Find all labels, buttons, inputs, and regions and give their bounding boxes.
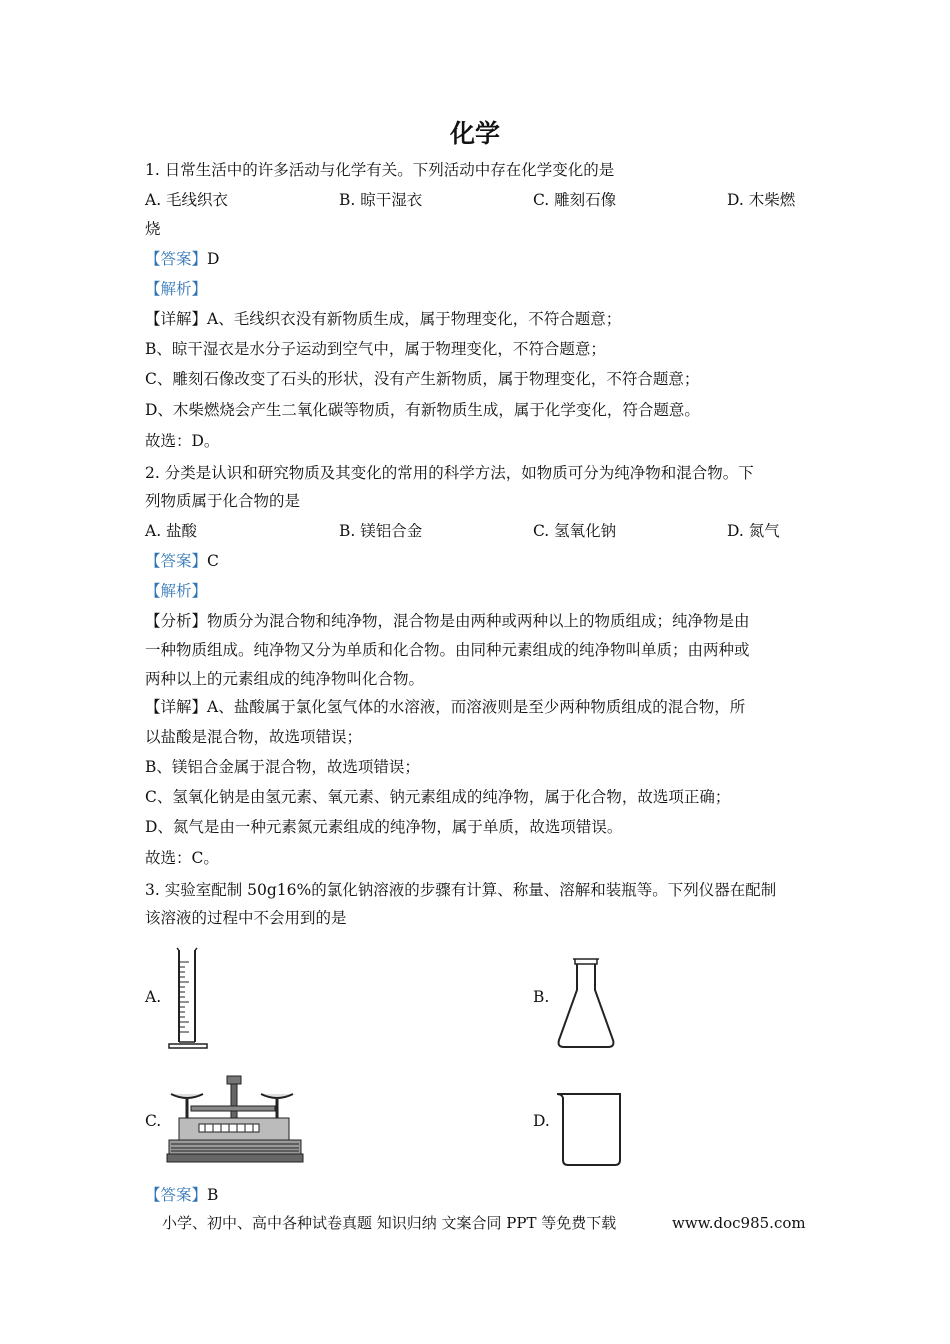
q2-detail-line: 以盐酸是混合物，故选项错误； [145,728,363,746]
fenxi-text: 物质分为混合物和纯净物，混合物是由两种或两种以上的物质组成；纯净物是由 [207,612,750,630]
beaker-icon [553,1088,625,1170]
balance-scale-icon [165,1072,305,1166]
q3-answer-line [145,1180,810,1210]
q2-conclusion: 故选：C。 [145,849,219,867]
q3-option-d-label: D. [533,1112,550,1130]
q2-stem-line: 2. 分类是认识和研究物质及其变化的常用的科学方法，如物质可分为纯净物和混合物。下 [145,464,754,482]
detail-tag: 【详解】 [145,698,208,716]
q3-option-a-label: A. [145,988,162,1006]
fenxi-tag: 【分析】 [145,612,208,630]
answer-tag: 【答案】 [145,250,208,268]
q2-option-d: D. 氮气 [727,522,780,540]
footer-text: 小学、初中、高中各种试卷真题 知识归纳 文案合同 PPT 等免费下载 [162,1214,617,1232]
q2-detail-line: B、镁铝合金属于混合物，故选项错误； [145,758,420,776]
q2-stem-line: 列物质属于化合物的是 [145,492,301,510]
q2-detail-line [145,692,810,722]
detail-text: A、毛线织衣没有新物质生成，属于物理变化，不符合题意； [207,310,622,328]
q2-fenxi-line [145,606,810,636]
page-footer [162,1210,812,1236]
answer-tag: 【答案】 [145,1186,208,1204]
q2-option-c: C. 氢氧化钠 [533,522,617,540]
q2-answer: C [207,552,219,570]
q3-stem-line: 3. 实验室配制 50g16%的氯化钠溶液的步骤有计算、称量、溶解和装瓶等。下列仪器在配制 [145,881,777,899]
q1-detail-line: D、木柴燃烧会产生二氧化碳等物质，有新物质生成，属于化学变化，符合题意。 [145,401,700,419]
detail-text: A、盐酸属于氯化氢气体的水溶液，而溶液则是至少两种物质组成的混合物，所 [207,698,746,716]
q2-option-b: B. 镁铝合金 [339,522,423,540]
q1-option-wrap: 烧 [145,220,161,238]
q2-detail-line: C、氢氧化钠是由氢元素、氧元素、钠元素组成的纯净物，属于化合物，故选项正确； [145,788,731,806]
graduated-cylinder-icon [165,944,213,1052]
q3-answer: B [207,1186,219,1204]
q2-detail-line: D、氮气是由一种元素氮元素组成的纯净物，属于单质，故选项错误。 [145,818,623,836]
q1-option-b: B. 晾干湿衣 [339,191,423,209]
q3-option-b-label: B. [533,988,550,1006]
conical-flask-icon [553,954,619,1052]
q2-answer-line [145,546,810,576]
q1-option-a: A. 毛线织衣 [145,191,229,209]
q1-detail-line [145,304,810,334]
q1-analysis-tag: 【解析】 [145,280,208,298]
detail-tag: 【详解】 [145,310,208,328]
q1-detail-line: C、雕刻石像改变了石头的形状，没有产生新物质，属于物理变化，不符合题意； [145,370,700,388]
q1-stem: 1. 日常生活中的许多活动与化学有关。下列活动中存在化学变化的是 [145,161,615,179]
q3-stem-line: 该溶液的过程中不会用到的是 [145,909,347,927]
q3-option-c-label: C. [145,1112,162,1130]
q1-answer-line [145,244,810,274]
q1-option-c: C. 雕刻石像 [533,191,617,209]
answer-tag: 【答案】 [145,552,208,570]
q2-fenxi-line: 两种以上的元素组成的纯净物叫化合物。 [145,670,425,688]
q1-detail-line: B、晾干湿衣是水分子运动到空气中，属于物理变化，不符合题意； [145,340,606,358]
footer-site-link[interactable]: www.doc985.com [672,1214,806,1232]
q1-answer: D [207,250,220,268]
q1-conclusion: 故选：D。 [145,432,220,450]
q2-option-a: A. 盐酸 [145,522,198,540]
q2-analysis-tag: 【解析】 [145,582,208,600]
q1-option-d: D. 木柴燃 [727,191,796,209]
page-title: 化学 [449,119,500,148]
q2-fenxi-line: 一种物质组成。纯净物又分为单质和化合物。由同种元素组成的纯净物叫单质；由两种或 [145,641,750,659]
